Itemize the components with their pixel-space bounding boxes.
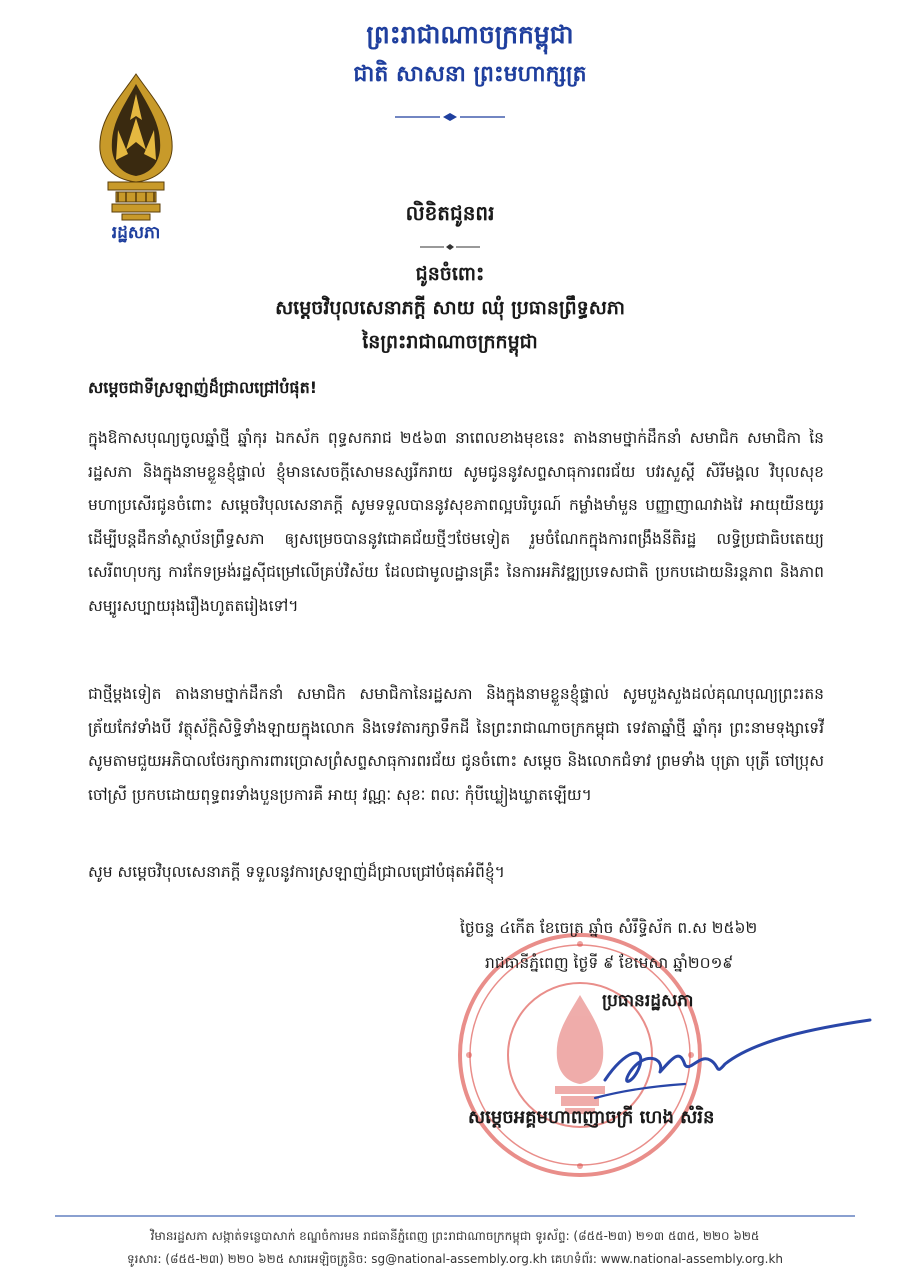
date-lunar: ថ្ងៃចន្ទ ៤កើត ខែចេត្រ ឆ្នាំច សំរឹទ្ធិស័ក ព.ស ២៥៦២	[460, 919, 758, 937]
footer-address: វិមានរដ្ឋសភា សង្កាត់ទន្លេបាសាក់ ខណ្ឌចំការមន រាជធានីភ្នំពេញ ព្រះរាជាណាចក្រកម្ពុជា ទូរស័ព្ទ: (៨៥៥-២៣) ២១៣ ៥៣៥, ២២០ ៦២៥	[150, 1229, 760, 1243]
emblem-caption: រដ្ឋសភា	[111, 223, 161, 243]
body-paragraph-3: សូម សម្តេចវិបុលសេនាភក្តី ទទួលនូវការស្រឡាញ់ដ៏ជ្រាលជ្រៅបំផុតអំពីខ្ញុំ។	[88, 863, 505, 881]
header-ornament	[395, 112, 505, 122]
signer-name: សម្តេចអគ្គមហាពញាចក្រី ហេង សំរិន	[468, 1107, 715, 1128]
salutation: សម្តេចជាទីស្រឡាញ់ដ៏ជ្រាលជ្រៅបំផុត!	[88, 378, 318, 397]
title-ornament	[420, 243, 480, 251]
handwritten-signature	[585, 1010, 875, 1105]
date-solar: រាជធានីភ្នំពេញ ថ្ងៃទី ៩ ខែមេសា ឆ្នាំ២០១៩	[485, 954, 734, 972]
body-paragraph-2: ជាថ្មីម្តងទៀត តាងនាមថ្នាក់ដឹកនាំ សមាជិក សមាជិកានៃរដ្ឋសភា និងក្នុងនាមខ្លួនខ្ញុំផ្ទាល់ សូមបួងសួងដល់គុណបុណ្យព្រះរតនត្រ័យកែវទាំងបី វត្ថុស័ក្តិសិទ្ធិទាំងឡាយក្នុងលោក និងទេវតារក្សាទឹកដី នៃព្រះរាជាណាចក្រកម្ពុជា ទេវតាឆ្នាំថ្មី ឆ្នាំកុរ ព្រះនាមទុង្សាទេវី សូមតាមជួយអភិបាលថែរក្សាការពារប្រោសព្រំសព្ទសាធុការពរជ័យ ជូនចំពោះ សម្តេច និងលោកជំទាវ ព្រមទាំង បុត្រា បុត្រី ចៅប្រុស ចៅស្រី ប្រកបដោយពុទ្ធពរទាំងបួនប្រការគឺ អាយុ វណ្ណៈ សុខៈ ពលៈ កុំបីឃ្លៀងឃ្លាតឡើយ។	[88, 685, 824, 804]
addressed-to-label: ជូនចំពោះ	[415, 263, 485, 285]
kingdom-name: ព្រះរាជាណាចក្រកម្ពុជា	[366, 20, 574, 49]
signer-title: ប្រធានរដ្ឋសភា	[602, 991, 694, 1011]
document-title: លិខិតជូនពរ	[405, 201, 495, 225]
footer-divider	[55, 1215, 855, 1217]
footer-contacts: ទូរសារ: (៨៥៥-២៣) ២២០ ៦២៥ សារអេឡិចត្រូនិច: sg@national-assembly.org.kh គេហទំព័រ: www.national-assembly.org.kh	[126, 1252, 784, 1266]
body-paragraph-1: ក្នុងឱកាសបុណ្យចូលឆ្នាំថ្មី ឆ្នាំកុរ ឯកស័ក ពុទ្ធសករាជ ២៥៦៣ នាពេលខាងមុខនេះ តាងនាមថ្នាក់ដឹកនាំ សមាជិក សមាជិកា នៃរដ្ឋសភា និងក្នុងនាមខ្លួនខ្ញុំផ្ទាល់ ខ្ញុំមានសេចក្តីសោមនស្សរីករាយ សូមជូននូវសព្ទសាធុការពរជ័យ បវរសួស្តី សិរីមង្គល វិបុលសុខ មហាប្រសើរជូនចំពោះ សម្តេចវិបុលសេនាភក្តី សូមទទួលបាននូវសុខភាពល្អបរិបូរណ៍ កម្លាំងមាំមួន បញ្ញាញាណវាងវៃ អាយុយឺនយូរ ដើម្បីបន្តដឹកនាំស្ថាប័នព្រឹទ្ធសភា ឲ្យសម្រេចបាននូវជោគជ័យថ្មីៗថែមទៀត រួមចំណែកក្នុងការពង្រឹងនីតិរដ្ឋ លទ្ធិប្រជាធិបតេយ្យ សេរីពហុបក្ស ការកែទម្រង់រដ្ឋស៊ីជម្រៅលើគ្រប់វិស័យ ដែលជាមូលដ្ឋានគ្រឹះ នៃការអភិវឌ្ឍប្រទេសជាតិ ប្រកបដោយនិរន្តភាព និងភាពសម្បូរសប្បាយរុងរឿងហូតតរៀងទៅ។	[88, 429, 824, 615]
recipient-name: សម្តេចវិបុលសេនាភក្តី សាយ ឈុំ ប្រធានព្រឹទ្ធសភា	[275, 297, 625, 319]
recipient-institution: នៃព្រះរាជាណាចក្រកម្ពុជា	[362, 331, 538, 353]
national-motto: ជាតិ សាសនា ព្រះមហាក្សត្រ	[353, 62, 587, 87]
